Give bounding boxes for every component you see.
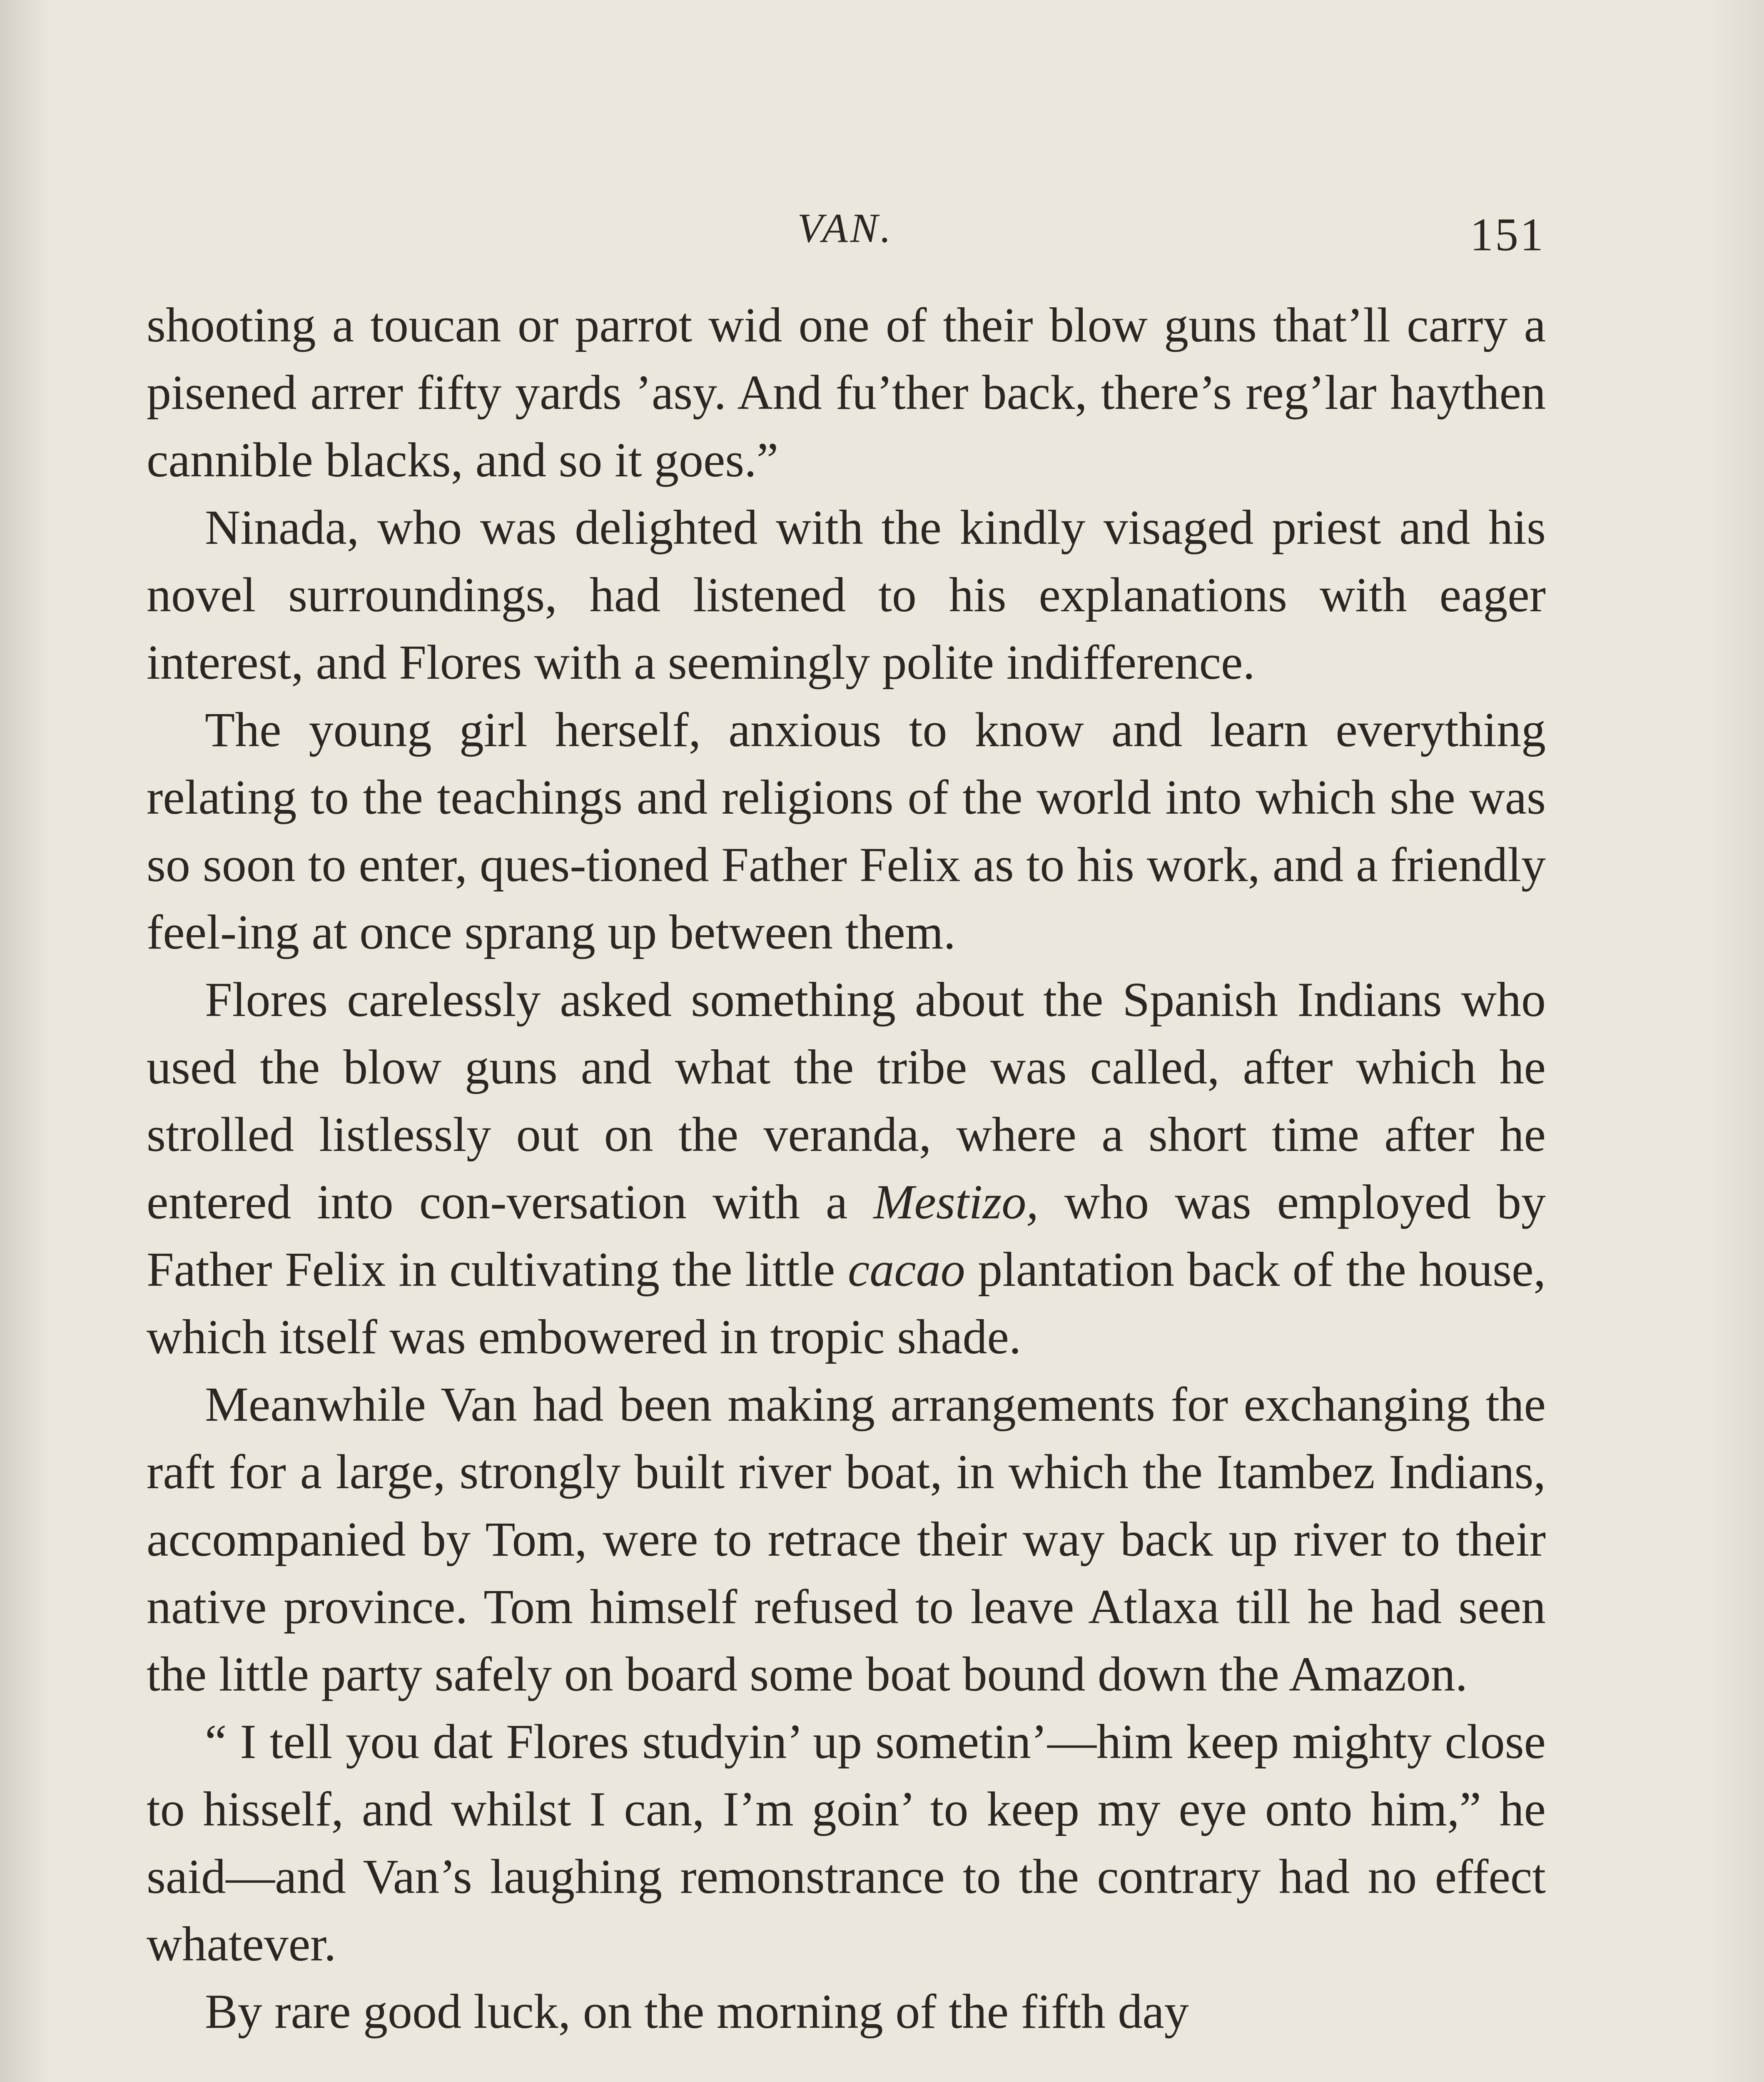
paragraph-7: By rare good luck, on the morning of the fifth day	[205, 1984, 1189, 2039]
paragraph-2: Ninada, who was delighted with the kindly visaged priest and his novel surroundings, had listened to his explanations with eager interest, and Flores with a seemingly polite indifference.	[147, 500, 1546, 690]
page-header	[146, 196, 1545, 279]
running-head: VAN.	[797, 205, 894, 251]
paragraph-3: The young girl herself, anxious to know and learn everything relating to the teachings and religions of the world into which she was so soon to enter, ques-tioned Father Felix as to his work, and a friendly feel-ing at once sprang up between them.	[147, 702, 1546, 959]
paragraph-4	[147, 966, 1546, 1371]
cacao-italic: cacao	[847, 1242, 965, 1297]
paragraph-1: shooting a toucan or parrot wid one of their blow guns that’ll carry a pisened arrer fifty yards ’asy. And fu’ther back, there’s reg’lar haythen cannible blacks, and so it goes.”	[147, 298, 1546, 487]
mestizo-italic: Mestizo,	[873, 1175, 1039, 1229]
body-text	[147, 291, 1546, 2045]
paragraph-5: Meanwhile Van had been making arrangements for exchanging the raft for a large, strongly built river boat, in which the Itambez Indians, accompanied by Tom, were to retrace their way back up river to their native province. Tom himself refused to leave Atlaxa till he had seen the little party safely on board some boat bound down the Amazon.	[147, 1377, 1546, 1701]
paragraph-6: “ I tell you dat Flores studyin’ up sometin’—him keep mighty close to hisself, and whilst I can, I’m goin’ to keep my eye onto him,” he said—and Van’s laughing remonstrance to the contrary had no effect whatever.	[147, 1714, 1546, 1971]
paragraph-4-part-c: plantation back of the house, which itself was embowered in tropic shade.	[147, 1242, 1546, 1364]
paragraph-4-part-b: who was employed by Father Felix in cultivating the little	[147, 1175, 1546, 1297]
page-number: 151	[1470, 209, 1545, 261]
paragraph-4-part-a: Flores carelessly asked something about the Spanish Indians who used the blow guns and what the tribe was called, after which he strolled listlessly out on the veranda, where a short time after he entered into con-versation with a	[147, 972, 1546, 1229]
